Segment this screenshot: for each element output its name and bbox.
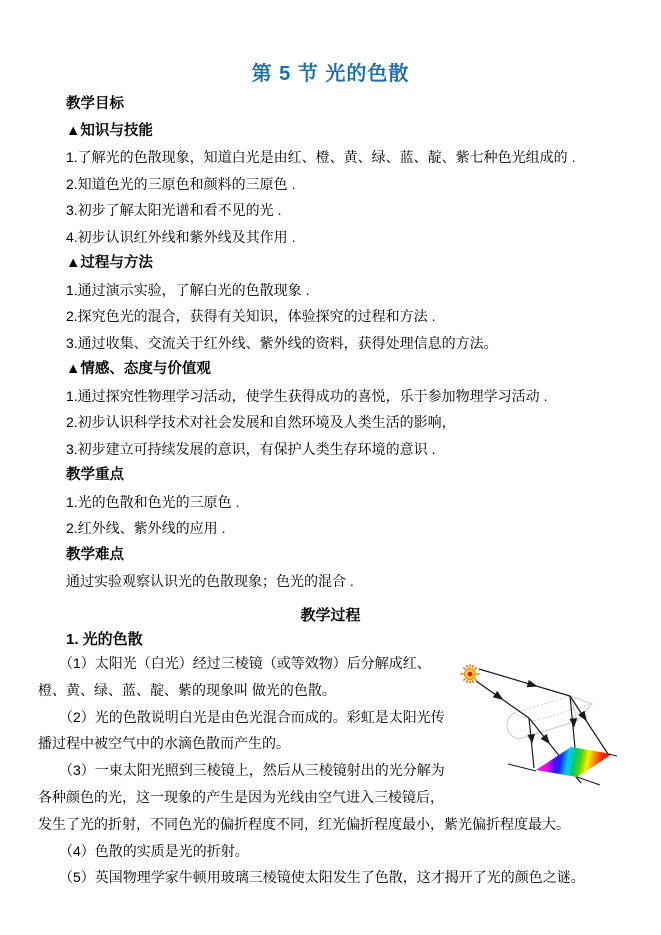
list-item: 2.初步认识科学技术对社会发展和自然环境及人类生活的影响，: [66, 414, 456, 430]
list-item: 4.初步认识红外线和紫外线及其作用 .: [66, 228, 296, 245]
list-item: 2.红外线、紫外线的应用 .: [66, 520, 226, 536]
heading-emotion-values: ▲情感、态度与价值观: [66, 361, 211, 377]
sun-icon: [461, 665, 480, 684]
paragraph: （5）英国物理学家牛顿用玻璃三棱镜使太阳发生了色散，这才揭开了光的颜色之谜。: [59, 869, 585, 886]
paragraph: （3）一束太阳光照到三棱镜上，然后从三棱镜射出的光分解为各种颜色的光，这一现象的产生是因为光线由空气进入三棱镜后，发生了光的折射，不同色光的偏折程度不同，红光偏折程度最小，紫光偏折程度最大。: [38, 762, 570, 832]
list-item: 2.探究色光的混合，获得有关知识，体验探究的过程和方法 .: [66, 308, 436, 324]
list-item: 3.初步了解太阳光谱和看不见的光 .: [66, 202, 282, 218]
list-item: 1.通过演示实验，了解白光的色散现象 .: [66, 281, 310, 298]
objectives-block: [66, 91, 631, 595]
heading-knowledge-skills: ▲知识与技能: [66, 122, 153, 139]
paragraph: （4）色散的实质是光的折射。: [59, 842, 249, 859]
heading-process-method: ▲过程与方法: [66, 255, 153, 271]
spectrum-band: [536, 747, 612, 777]
teaching-process-block: [38, 650, 625, 891]
dispersion-diagram: [450, 652, 625, 804]
heading-difficulties: 教学难点: [66, 546, 124, 563]
list-item: 1.光的色散和色光的三原色 .: [66, 493, 240, 510]
paragraph: （2）光的色散说明白光是由色光混合而成的。彩虹是太阳光传播过程中被空气中的水滴色散而产生的。: [38, 708, 445, 752]
list-item: 3.初步建立可持续发展的意识，有保护人类生存环境的意识 .: [66, 440, 436, 457]
topic-light-dispersion: 1. 光的色散: [66, 631, 143, 648]
heading-key-points: 教学重点: [66, 467, 124, 483]
dispersion-diagram-svg: [450, 652, 625, 802]
list-item: 1.通过探究性物理学习活动，使学生获得成功的喜悦，乐于参加物理学习活动 .: [66, 387, 548, 404]
page-title: 第 5 节 光的色散: [251, 63, 410, 85]
heading-teaching-process: 教学过程: [300, 607, 361, 624]
list-item: 2.知道色光的三原色和颜料的三原色 .: [66, 175, 296, 192]
difficulties-text: 通过实验观察认识光的色散现象；色光的混合 .: [66, 573, 354, 589]
paragraph: （1）太阳光（白光）经过三棱镜（或等效物）后分解成红、橙、黄、绿、蓝、靛、紫的现象叫 做光的色散。: [38, 655, 431, 698]
list-item: 3.通过收集、交流关于红外线、紫外线的资料，获得处理信息的方法。: [66, 334, 498, 351]
list-item: 1.了解光的色散现象，知道白光是由红、橙、黄、绿、蓝、靛、紫七种色光组成的 .: [66, 149, 576, 165]
heading-objectives: 教学目标: [66, 96, 124, 112]
prism-outline: [507, 696, 592, 739]
